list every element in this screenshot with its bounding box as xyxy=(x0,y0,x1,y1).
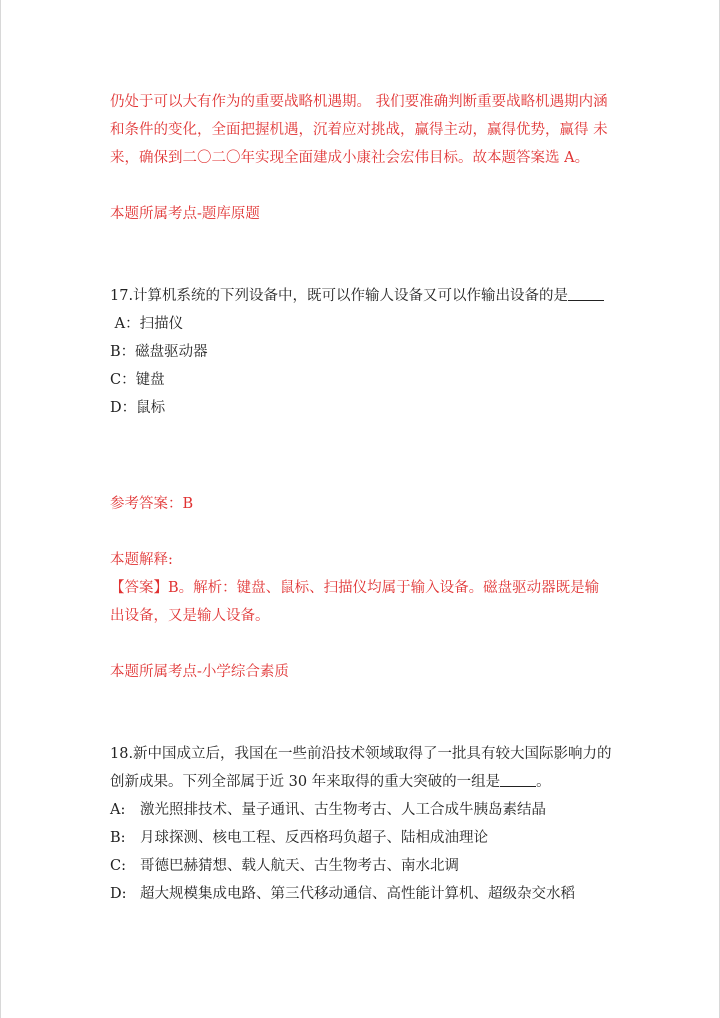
q17-option-c: C：键盘 xyxy=(110,372,165,388)
q18-answer-blank xyxy=(500,772,536,787)
q17-explain-text: 【答案】B。解析：键盘、鼠标、扫描仪均属于输入设备。磁盘驱动器既是输出设备，又是输人设备。 xyxy=(110,580,600,624)
q18-option-d-letter: D: xyxy=(110,886,127,902)
q17-option-d: D：鼠标 xyxy=(110,400,166,416)
q18-option-d xyxy=(110,880,610,908)
q18-option-a xyxy=(110,796,610,824)
prev-topic: 本题所属考点-题库原题 xyxy=(110,206,260,222)
q17-question-text: 17.计算机系统的下列设备中，既可以作输人设备又可以作输出设备的是 xyxy=(110,288,569,304)
q18-option-c-text: 哥德巴赫猜想、载人航天、古生物考古、南水北调 xyxy=(140,858,459,874)
q18-option-d-text: 超大规模集成电路、第三代移动通信、高性能计算机、超级杂交水稻 xyxy=(140,886,575,902)
prev-explanation-text: 仍处于可以大有作为的重要战略机遇期。 我们要准确判断重要战略机遇期内涵和条件的变化，全面把握机遇，沉着应对挑战，赢得主动，赢得优势，赢得 未来，确保到二〇二〇年实现全面建成小康社会宏伟目标。故本题答案选 A。 xyxy=(110,94,608,166)
q18-option-c-letter: C: xyxy=(110,858,126,874)
q18-question-line2 xyxy=(110,768,610,796)
q18-question-line1: 18.新中国成立后，我国在一些前沿技术领域取得了一批具有较大国际影响力的 xyxy=(110,746,612,762)
q17-explain-title: 本题解释: xyxy=(110,552,173,568)
q17-answer-blank xyxy=(568,286,604,301)
q17-topic: 本题所属考点-小学综合素质 xyxy=(110,664,289,680)
q18-option-a-text: 激光照排技术、量子通讯、古生物考古、人工合成牛胰岛素结晶 xyxy=(140,802,546,818)
q18-question-suffix: 。 xyxy=(536,774,551,790)
q18-option-c xyxy=(110,852,610,880)
q17-option-a: A：扫描仪 xyxy=(110,316,184,332)
q18-question-prefix: 创新成果。下列全部属于近 30 年来取得的重大突破的一组是 xyxy=(110,774,501,790)
q18-option-b-letter: B: xyxy=(110,830,126,846)
q17-question xyxy=(110,282,610,310)
q17-option-b: B：磁盘驱动器 xyxy=(110,344,208,360)
q17-reference-answer: 参考答案：B xyxy=(110,496,194,512)
q18-option-a-letter: A: xyxy=(110,802,126,818)
q18-option-b-text: 月球探测、核电工程、反西格玛负超子、陆相成油理论 xyxy=(140,830,488,846)
q18-option-b xyxy=(110,824,610,852)
document-body xyxy=(110,88,610,908)
page-border-left xyxy=(0,0,1,1018)
